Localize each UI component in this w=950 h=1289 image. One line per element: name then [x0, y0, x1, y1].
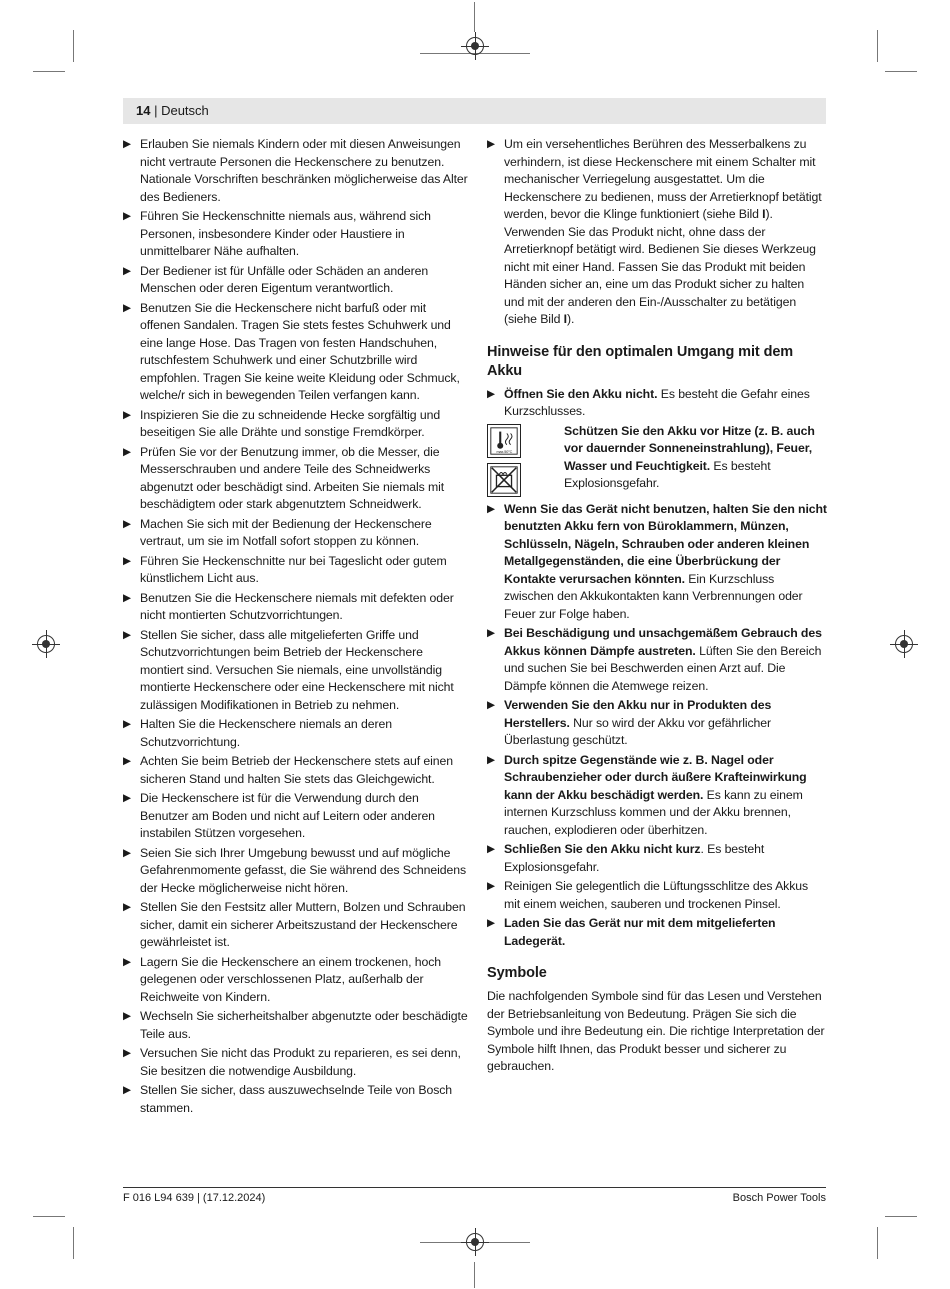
- page-header-bar: [123, 98, 826, 124]
- footer-brand: Bosch Power Tools: [732, 1192, 826, 1204]
- temp-limit-label: max.50°C: [496, 449, 513, 454]
- list-item: [123, 516, 468, 551]
- bullet-icon: ▶: [487, 138, 495, 150]
- crop-mark: [73, 30, 74, 62]
- list-item: [123, 590, 468, 625]
- list-item-bold-text: Schließen Sie den Akku nicht kurz: [504, 842, 701, 856]
- list-item-text: . Es besteht Explosionsgefahr.: [504, 842, 765, 874]
- registration-mark-icon: [466, 1233, 484, 1251]
- footer-doc-id: F 016 L94 639 | (17.12.2024): [123, 1192, 266, 1204]
- list-item: [487, 878, 827, 913]
- bullet-icon: ▶: [123, 517, 131, 530]
- list-item: [487, 501, 827, 624]
- warning-bold-text: Schützen Sie den Akku vor Hitze (z. B. auch vor dauernder Sonneneinstrahlung), Feuer, Wasser und Feuchtigkeit.: [564, 423, 815, 473]
- list-item-text: Lagern Sie die Heckenschere an einem trockenen, hoch gelegenen oder verschlossenen Platz, außerhalb der Reichweite von Kindern.: [140, 954, 442, 1004]
- list-item: [123, 1082, 468, 1117]
- page-header: [136, 103, 209, 118]
- list-item-text: Halten Sie die Heckenschere niemals an deren Schutzvorrichtung.: [140, 717, 392, 749]
- list-item-text: Stellen Sie sicher, dass alle mitgelieferten Griffe und Schutzvorrichtungen beim Betrieb der Heckenschere montiert sind. Versuchen Sie niemals, eine unvollständig montierte Heckenschere oder eine Heckenschere mit nicht zulässigen Modifikationen in Betrieb zu nehmen.: [140, 627, 454, 712]
- list-item-text: Es besteht die Gefahr eines Kurzschlusses.: [504, 386, 810, 418]
- list-item-bold-text: Wenn Sie das Gerät nicht benutzen, halten Sie den nicht benutzten Akku fern von Büroklammern, Münzen, Schlüsseln, Nägeln, Schrauben oder anderen kleinen Metallgegenständen, die eine Überbrückung der Kontakte verursachen könnten.: [504, 501, 827, 586]
- crop-mark: [877, 30, 878, 62]
- bullet-icon: ▶: [123, 408, 131, 421]
- section-heading-symbole: Symbole: [487, 965, 547, 981]
- list-item: [487, 386, 827, 421]
- warning-text: Es besteht Explosionsgefahr.: [564, 458, 771, 490]
- crop-mark: [474, 1262, 475, 1288]
- list-item-text: Führen Sie Heckenschnitte nur bei Tageslicht oder gutem künstlichem Licht aus.: [140, 553, 447, 585]
- bullet-icon: ▶: [123, 591, 131, 604]
- list-item: [123, 1045, 468, 1080]
- list-item: [123, 899, 468, 952]
- registration-mark-icon: [37, 635, 55, 653]
- list-item-text: Benutzen Sie die Heckenschere nicht barfuß oder mit offenen Sandalen. Tragen Sie stets festes Schuhwerk und eine lange Hose. Das Tragen von festen Handschuhen, rutschfestem Schuhwerk und einer Schutzbrille wird empfohlen. Tragen Sie keine weite Kleidung oder Schmuck, welche/r sich in bewegenden Teilen verfangen kann.: [140, 300, 460, 402]
- crop-mark: [877, 1227, 878, 1259]
- list-item: [487, 841, 827, 876]
- list-item: [123, 263, 468, 298]
- list-item: [123, 716, 468, 751]
- bullet-icon: ▶: [487, 843, 495, 855]
- list-item-text: Ein Kurzschluss zwischen den Akkukontakten kann Verbrennungen oder Feuer zur Folge haben.: [504, 571, 803, 621]
- left-column: [123, 136, 468, 1119]
- bullet-icon: ▶: [123, 755, 131, 767]
- list-item-bold-text: Laden Sie das Gerät nur mit dem mitgelieferten Ladegerät.: [504, 916, 776, 948]
- list-item-text: ).: [566, 312, 575, 326]
- list-item: [123, 136, 468, 206]
- list-item-text: Benutzen Sie die Heckenschere niemals mit defekten oder nicht montierten Schutzvorrichtungen.: [140, 590, 454, 622]
- bullet-icon: ▶: [123, 846, 131, 859]
- crop-mark: [474, 2, 475, 32]
- list-item-text: Lüften Sie den Bereich und suchen Sie bei Beschwerden einen Arzt auf. Die Dämpfe können die Atemwege reizen.: [504, 643, 822, 693]
- list-item-text: Reinigen Sie gelegentlich die Lüftungsschlitze des Akkus mit einem weichen, sauberen und trockenen Pinsel.: [504, 879, 809, 911]
- list-item-text: Die Heckenschere ist für die Verwendung durch den Benutzer am Boden und nicht auf Leitern oder anderen instabilen Stützen vorgesehen.: [140, 791, 435, 840]
- bullet-icon: ▶: [123, 955, 131, 968]
- bullet-icon: ▶: [487, 753, 495, 766]
- bullet-icon: ▶: [487, 699, 495, 711]
- bullet-icon: ▶: [123, 792, 131, 804]
- list-item-text: Um ein versehentliches Berühren des Messerbalkens zu verhindern, ist diese Heckenschere mit einem Schalter mit mechanischer Verriegelung ausgestattet. Um die Heckenschere zu bedienen, muss der Arretierknopf betätigt werden, bevor die Klinge funktioniert (siehe Bild: [504, 137, 822, 221]
- bullet-icon: ▶: [123, 210, 131, 222]
- bullet-icon: ▶: [487, 880, 495, 892]
- list-item-bold-text: Öffnen Sie den Akku nicht.: [504, 386, 658, 401]
- list-item: [123, 407, 468, 442]
- list-item: [123, 300, 468, 405]
- list-item: [487, 752, 827, 840]
- bullet-icon: ▶: [123, 554, 131, 567]
- bullet-icon: ▶: [123, 1010, 131, 1022]
- figure-reference: I: [563, 312, 567, 326]
- list-item: [123, 627, 468, 715]
- bullet-icon: ▶: [123, 628, 131, 641]
- list-item-text: Stellen Sie den Festsitz aller Muttern, Bolzen und Schrauben sicher, damit ein sicherer Arbeitszustand der Heckenschere gewährleistet ist.: [140, 900, 466, 949]
- bullet-icon: ▶: [487, 627, 495, 639]
- list-item-bold-text: Bei Beschädigung und unsachgemäßem Gebrauch des Akkus können Dämpfe austreten.: [504, 626, 822, 658]
- bullet-icon: ▶: [487, 387, 495, 400]
- list-item: [123, 753, 468, 788]
- bullet-icon: ▶: [123, 445, 131, 458]
- list-item-text: Prüfen Sie vor der Benutzung immer, ob die Messer, die Messerschrauben und andere Teile des Schneidwerks abgenutzt oder beschädigt sind. Arbeiten Sie niemals mit beschädigtem oder stark abgenutztem Schneidwerk.: [140, 444, 445, 511]
- section-heading-akku: Hinweise für den optimalen Umgang mit dem Akku: [487, 343, 794, 379]
- list-item-text: Erlauben Sie niemals Kindern oder mit diesen Anweisungen nicht vertraute Personen die Heckenschere zu benutzen. Nationale Vorschriften beschränken möglicherweise das Alter des Bedieners.: [140, 137, 468, 204]
- list-item-text: Führen Sie Heckenschnitte niemals aus, während sich Personen, insbesondere Kinder oder Haustiere in unmittelbarer Nähe aufhalten.: [140, 209, 431, 258]
- list-item-text: Seien Sie sich Ihrer Umgebung bewusst und auf mögliche Gefahrenmomente gefasst, die Sie während des Schneidens der Hecke möglicherweise nicht hören.: [140, 845, 467, 895]
- heat-temperature-icon: [487, 424, 521, 458]
- bullet-icon: ▶: [123, 138, 131, 150]
- list-item: [487, 136, 827, 329]
- figure-reference: I: [762, 207, 766, 221]
- list-item-text: Stellen Sie sicher, dass auszuwechselnde Teile von Bosch stammen.: [140, 1083, 453, 1115]
- bullet-icon: ▶: [123, 264, 131, 277]
- header-language: Deutsch: [161, 103, 209, 118]
- registration-mark-icon: [895, 635, 913, 653]
- list-item-text: ). Verwenden Sie das Produkt nicht, ohne dass der Arretierknopf betätigt wird. Bedienen Sie dieses Werkzeug nicht mit einer Hand. Fassen Sie das Produkt mit beiden Händen sicher an, eine um das Produkt sicher zu halten und mit der anderen den Ein-/Ausschalter zu betätigen (siehe Bild: [504, 207, 816, 326]
- list-item: [123, 954, 468, 1007]
- right-column: [487, 136, 827, 1076]
- footer-rule: [123, 1187, 826, 1188]
- list-item-bold-text: Verwenden Sie den Akku nur in Produkten des Herstellers.: [504, 698, 772, 730]
- heat-warning-block: [487, 423, 827, 499]
- list-item: [487, 697, 827, 750]
- registration-mark-icon: [466, 37, 484, 55]
- list-item: [123, 845, 468, 898]
- list-item: [123, 208, 468, 261]
- list-item-text: Wechseln Sie sicherheitshalber abgenutzte oder beschädigte Teile aus.: [140, 1009, 468, 1041]
- crop-mark: [33, 1216, 65, 1217]
- list-item-text: Es kann zu einem internen Kurzschluss kommen und der Akku brennen, rauchen, explodieren oder überhitzen.: [504, 787, 803, 837]
- no-fire-water-icon: [487, 463, 521, 497]
- list-item: [123, 790, 468, 843]
- list-item-text: Der Bediener ist für Unfälle oder Schäden an anderen Menschen oder deren Eigentum verantwortlich.: [140, 263, 429, 295]
- list-item-text: Nur so wird der Akku vor gefährlicher Überlastung geschützt.: [504, 715, 772, 747]
- crop-mark: [885, 71, 917, 72]
- bullet-icon: ▶: [123, 1047, 131, 1059]
- crop-mark: [73, 1227, 74, 1259]
- bullet-icon: ▶: [487, 502, 495, 515]
- list-item: [487, 915, 827, 950]
- list-item-text: Achten Sie beim Betrieb der Heckenschere stets auf einen sicheren Stand und halten Sie stets das Gleichgewicht.: [140, 754, 453, 786]
- crop-mark: [33, 71, 65, 72]
- bullet-icon: ▶: [123, 718, 131, 730]
- list-item-text: Versuchen Sie nicht das Produkt zu reparieren, es sei denn, Sie besitzen die notwendige Ausbildung.: [140, 1046, 461, 1078]
- bullet-icon: ▶: [123, 1084, 131, 1096]
- list-item-text: Inspizieren Sie die zu schneidende Hecke sorgfältig und beseitigen Sie alle Drähte und sonstige Fremdkörper.: [140, 407, 441, 439]
- bullet-icon: ▶: [123, 901, 131, 913]
- crop-mark: [885, 1216, 917, 1217]
- header-separator: |: [150, 103, 162, 118]
- list-item: [487, 625, 827, 695]
- list-item: [123, 553, 468, 588]
- list-item-text: Machen Sie sich mit der Bedienung der Heckenschere vertraut, um sie im Notfall sofort stoppen zu können.: [140, 516, 432, 548]
- akku-list: [487, 501, 827, 951]
- page-number: 14: [136, 103, 151, 118]
- list-item: [123, 1008, 468, 1043]
- symbols-paragraph: Die nachfolgenden Symbole sind für das Lesen und Verstehen der Betriebsanleitung von Bedeutung. Prägen Sie sich die Symbole und ihre Bedeutung ein. Die richtige Interpretation der Symbole hilft Ihnen, das Produkt besser und sicherer zu gebrauchen.: [487, 989, 825, 1073]
- bullet-icon: ▶: [487, 917, 495, 929]
- list-item: [123, 444, 468, 514]
- bullet-icon: ▶: [123, 301, 131, 314]
- list-item-bold-text: Durch spitze Gegenstände wie z. B. Nagel oder Schraubenzieher oder durch äußere Krafteinwirkung kann der Akku beschädigt werden.: [504, 752, 807, 802]
